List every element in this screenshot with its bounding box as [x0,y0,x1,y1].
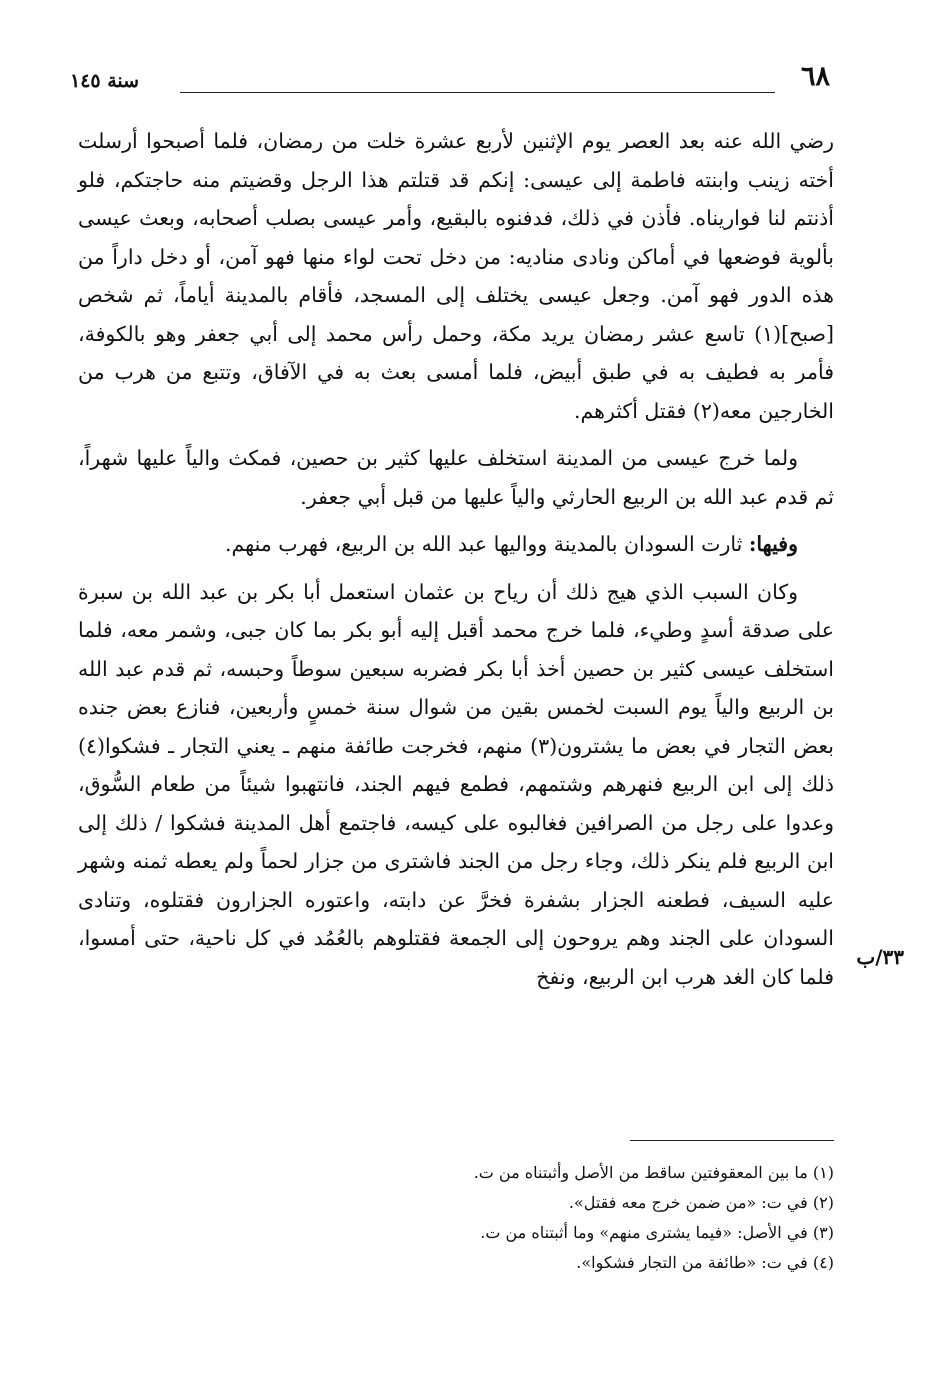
footnote-4: (٤) في ت: «طائفة من التجار فشكوا». [576,1253,834,1272]
running-head: سنة ١٤٥ [70,70,140,92]
manuscript-folio-note: ٣٣/ب [856,945,904,969]
paragraph-4 [78,573,834,997]
paragraph-3 [78,525,834,564]
paragraph-text: ثارت السودان بالمدينة وواليها عبد الله بن الربيع، فهرب منهم. [225,532,749,556]
footnote-rule [630,1140,834,1141]
paragraph-text: وكان السبب الذي هيج ذلك أن رياح بن عثمان استعمل أبا بكر بن عبد الله بن سبرة على صدقة أسدٍ وطيء، فلما خرج محمد أقبل إليه أبو بكر بما كان جبى، وشمر معه، فلما استخلف عيسى كثير بن حصين أخذ أبا بكر فضربه سبعين سوطاً وحبسه، ثم قدم عبد الله بن الربيع والياً يوم السبت لخمس بقين من شوال سنة خمسٍ وأربعين، فنازع بعض جنده بعض التجار في بعض ما يشترون(٣) منهم، فخرجت طائفة منهم ـ يعني التجار ـ فشكوا(٤) ذلك إلى ابن الربيع فنهرهم وشتمهم، فطمع فيهم الجند، فانتهبوا شيئاً من طعام السُّوق، وعدوا على رجل من الصرافين فغالبوه على كيسه، فاجتمع أهل المدينة فشكوا / ذلك إلى ابن الربيع فلم ينكر ذلك، وجاء رجل من الجند فاشترى من جزار لحماً ولم يعطه ثمنه وشهر عليه السيف، فطعنه الجزار بشفرة فخرَّ عن دابته، واعتوره الجزارون فقتلوه، وتنادى السودان على الجند وهم يروحون إلى الجمعة فقتلوهم بالعُمُد في كل ناحية، حتى أمسوا، فلما كان الغد هرب ابن الربيع، ونفخ [78,579,834,989]
footnote-2: (٢) في ت: «من ضمن خرج معه فقتل». [568,1193,834,1212]
paragraph-text: ولما خرج عيسى من المدينة استخلف عليها كثير بن حصين، فمكث والياً عليها شهراً، ثم قدم عبد الله بن الربيع الحارثي والياً عليها من قبل أبي جعفر. [78,446,834,509]
page-header [70,62,830,102]
header-rule [180,92,775,93]
paragraph-2 [78,439,834,516]
paragraph-lead: وفيها: [748,532,798,556]
page-number: ٦٨ [800,61,830,92]
footnote-1: (١) ما بين المعقوفتين ساقط من الأصل وأثبتناه من ت. [473,1163,834,1182]
footnote-3: (٣) في الأصل: «فيما يشترى منهم» وما أثبتناه من ت. [480,1223,834,1242]
paragraph-1 [78,122,834,430]
footnotes [78,1158,834,1278]
body-text [78,122,834,1005]
paragraph-text: رضي الله عنه بعد العصر يوم الإثنين لأربع عشرة خلت من رمضان، فلما أصبحوا أرسلت أخته زينب وابنته فاطمة إلى عيسى: إنكم قد قتلتم هذا الرجل وقضيتم منه حاجتكم، فلو أذنتم لنا فواريناه. فأذن في ذلك، فدفنوه بالبقيع، وأمر عيسى بصلب أصحابه، وبعث عيسى بألوية فوضعها في أماكن ونادى مناديه: من دخل تحت لواء منها فهو آمن، أو دخل داراً من هذه الدور فهو آمن. وجعل عيسى يختلف إلى المسجد، فأقام بالمدينة أياماً، ثم شخص [صبح](١) تاسع عشر رمضان يريد مكة، وحمل رأس محمد إلى أبي جعفر وهو بالكوفة، فأمر به فطيف به في طبق أبيض، فلما أمسى بعث به في الآفاق، وتتبع من هرب من الخارجين معه(٢) فقتل أكثرهم. [78,129,834,423]
